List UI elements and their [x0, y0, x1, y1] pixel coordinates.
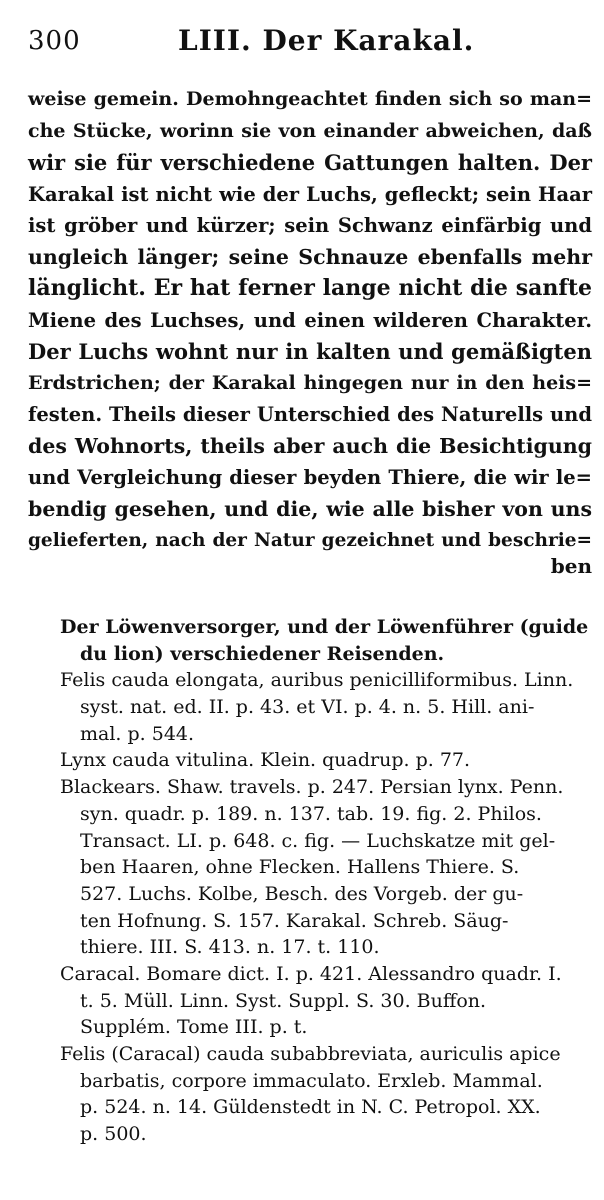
text-line: Miene des Luchses, und einen wilderen Charakter. [28, 308, 592, 332]
text-line: bendig gesehen, und die, wie alle bisher von uns [28, 496, 592, 521]
footnote-line: Supplém. Tome III. p. t. [80, 1016, 308, 1039]
footnote-line: du lion) verschiedener Reisenden. [80, 642, 445, 665]
text-line: und Vergleichung dieser beyden Thiere, die wir le= [28, 466, 592, 489]
page-number: 300 [28, 26, 81, 56]
footnote-line: Der Löwenversorger, und der Löwenführer (guide [60, 616, 589, 638]
footnote-line: mal. p. 544. [80, 722, 195, 745]
text-line: weise gemein. Demohngeachtet finden sich so man= [28, 88, 592, 110]
text-line: länglicht. Er hat ferner lange nicht die sanfte [28, 275, 592, 301]
text-line: gelieferten, nach der Natur gezeichnet und beschrie= [28, 530, 592, 551]
footnotes [60, 614, 594, 1148]
footnote-line: Felis cauda elongata, auribus penicilliformibus. Linn. [60, 669, 574, 692]
footnote-line: Felis (Caracal) cauda subabbreviata, auriculis apice [60, 1043, 561, 1065]
footnote-line: ten Hofnung. S. 157. Karakal. Schreb. Säug- [80, 909, 509, 932]
footnote-line: syn. quadr. p. 189. n. 137. tab. 19. fig. 2. Philos. [80, 802, 542, 825]
text-line: festen. Theils dieser Unterschied des Naturells und [28, 403, 592, 426]
text-line: des Wohnorts, theils aber auch die Besichtigung [28, 433, 592, 458]
footnote-line: Blackears. Shaw. travels. p. 247. Persian lynx. Penn. [60, 776, 564, 799]
footnote-line: ben Haaren, ohne Flecken. Hallens Thiere. S. [80, 856, 520, 879]
text-line: Der Luchs wohnt nur in kalten und gemäßigten [28, 339, 592, 364]
main-text [28, 84, 592, 557]
text-line: ist gröber und kürzer; sein Schwanz einfärbig und [28, 214, 592, 237]
footnote-line: thiere. III. S. 413. n. 17. t. 110. [80, 936, 380, 959]
text-line: Erdstrichen; der Karakal hingegen nur in den heis= [28, 371, 592, 394]
text-line: ungleich länger; seine Schnauze ebenfalls mehr [28, 244, 592, 269]
footnote-line: Transact. LI. p. 648. c. fig. — Luchskatze mit gel- [80, 829, 556, 852]
text-line: Karakal ist nicht wie der Luchs, gefleckt; sein Haar [28, 182, 592, 206]
text-line: wir sie für verschiedene Gattungen halten. Der [28, 150, 592, 175]
page-header [28, 22, 584, 62]
footnote-line: p. 524. n. 14. Güldenstedt in N. C. Petropol. XX. [80, 1096, 541, 1119]
footnote-line: 527. Luchs. Kolbe, Besch. des Vorgeb. der gu- [80, 882, 524, 905]
text-line: che Stücke, worinn sie von einander abweichen, daß [28, 119, 592, 142]
footnote-line: Lynx cauda vitulina. Klein. quadrup. p. 77. [60, 749, 471, 772]
footnote-line: barbatis, corpore immaculato. Erxleb. Mammal. [80, 1069, 543, 1092]
footnote-line: t. 5. Müll. Linn. Syst. Suppl. S. 30. Buffon. [80, 989, 487, 1012]
catchword: ben [550, 554, 592, 578]
footnote-line: syst. nat. ed. II. p. 43. et VI. p. 4. n. 5. Hill. ani- [80, 696, 535, 719]
footnote-line: p. 500. [80, 1123, 147, 1146]
running-title: LIII. Der Karakal. [178, 24, 475, 57]
footnote-line: Caracal. Bomare dict. I. p. 421. Alessandro quadr. I. [60, 962, 562, 985]
